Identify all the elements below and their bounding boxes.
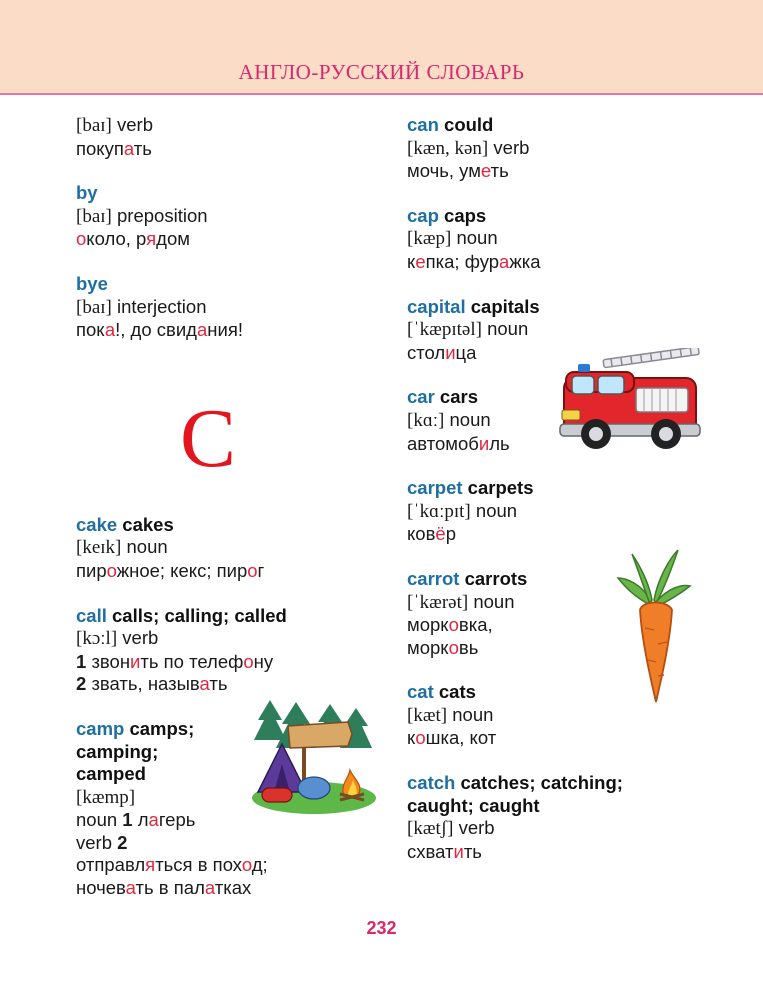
translation-text: вь — [458, 636, 479, 658]
translation-text: ния! — [207, 319, 243, 341]
headword: cake — [76, 513, 118, 535]
transcription-line — [76, 536, 396, 560]
translation-text: звать, назыв — [91, 673, 200, 695]
word-forms: cats — [438, 681, 476, 703]
translation-line — [76, 228, 396, 251]
stressed-vowel: и — [445, 341, 456, 363]
part-of-speech: noun — [444, 408, 491, 430]
stressed-vowel: а — [199, 673, 210, 695]
transcription: [kæp] — [407, 228, 452, 250]
page-title: АНГЛО-РУССКИЙ СЛОВАРЬ — [238, 60, 525, 84]
transcription-line — [407, 227, 727, 251]
translation-text: к — [407, 727, 416, 749]
word-forms-line — [407, 795, 727, 818]
translation-text: ться в пох — [155, 854, 242, 876]
translation-text: г — [257, 559, 265, 581]
translation-text: ков — [407, 523, 436, 545]
transcription: [ˈkɑːpɪt] — [407, 500, 471, 522]
headword-line — [407, 205, 727, 228]
translation-text: отправл — [76, 854, 146, 876]
stressed-vowel: о — [243, 650, 254, 672]
translation-text: дом — [156, 228, 190, 250]
translation-line — [407, 251, 727, 274]
transcription-line — [407, 704, 727, 728]
translation-text: ть — [133, 137, 152, 159]
translation-line — [76, 854, 396, 877]
transcription: [baɪ] — [76, 115, 112, 136]
word-forms: caught; caught — [407, 794, 540, 816]
translation-text: ть — [463, 840, 482, 862]
dictionary-entry — [407, 772, 727, 863]
transcription: [kæn, kən] — [407, 137, 489, 159]
translation-line — [407, 841, 727, 864]
dictionary-entry — [407, 205, 727, 274]
translation-line — [407, 727, 727, 750]
translation-text: шка, кот — [425, 727, 497, 749]
translation-text: ть по телеф — [140, 650, 244, 672]
stressed-vowel: а — [123, 137, 134, 159]
part-of-speech: noun — [451, 227, 498, 249]
word-forms: capitals — [470, 295, 540, 317]
word-forms: camping; — [76, 740, 159, 762]
headword-line — [76, 605, 396, 628]
dictionary-entry — [76, 514, 396, 583]
left-entries-top — [76, 114, 396, 342]
translation-text: пок — [76, 319, 105, 341]
stressed-vowel: а — [499, 250, 510, 272]
stressed-vowel: е — [415, 250, 426, 272]
stressed-vowel: о — [241, 854, 252, 876]
word-forms: carpets — [467, 477, 534, 499]
stressed-vowel: и — [130, 650, 141, 672]
stressed-vowel: о — [448, 636, 459, 658]
transcription-line — [407, 318, 727, 342]
transcription: [kæt] — [407, 704, 448, 726]
part-of-speech: verb — [76, 831, 118, 853]
translation-text: вка, — [458, 614, 493, 636]
translation-line — [76, 319, 396, 342]
stressed-vowel: ё — [435, 523, 446, 545]
part-of-speech: noun — [447, 703, 494, 725]
sense-number: 2 — [117, 831, 128, 853]
translation-text: жное; кекс; пир — [116, 559, 248, 581]
translation-text: морк — [407, 614, 449, 636]
translation-text: пка; фур — [425, 250, 500, 272]
stressed-vowel: а — [204, 877, 215, 899]
stressed-vowel: е — [480, 160, 491, 182]
transcription: [keɪk] — [76, 537, 122, 559]
translation-text: пир — [76, 559, 107, 581]
section-letter — [20, 364, 396, 514]
transcription: [baɪ] — [76, 296, 112, 318]
translation-text: д; — [251, 854, 268, 876]
translation-text: ть — [209, 673, 228, 695]
translation-text: л — [137, 809, 149, 831]
translation-line — [76, 673, 396, 696]
headword-line — [407, 114, 727, 137]
translation-text: покуп — [76, 137, 124, 159]
stressed-vowel: о — [247, 559, 258, 581]
word-forms: camped — [76, 763, 146, 785]
headword-line — [76, 273, 396, 296]
translation-text: ть в пал — [135, 877, 205, 899]
stressed-vowel: о — [415, 727, 426, 749]
transcription-line — [76, 627, 396, 651]
transcription-line — [76, 205, 396, 229]
part-of-speech: noun — [481, 318, 529, 340]
part-of-speech: noun — [121, 536, 168, 558]
sense-number: 1 — [122, 809, 138, 831]
part-of-speech: verb — [488, 136, 530, 158]
stressed-vowel: а — [148, 809, 159, 831]
transcription: [ˈkærət] — [407, 591, 469, 613]
right-entries — [407, 114, 727, 863]
part-of-speech: interjection — [111, 295, 207, 317]
translation-line — [76, 877, 396, 900]
transcription-line — [407, 817, 727, 841]
translation-text: ть — [490, 160, 509, 182]
word-forms: cakes — [122, 513, 174, 535]
stressed-vowel: и — [478, 432, 490, 454]
dictionary-entry — [407, 477, 727, 546]
translation-text: к — [407, 250, 416, 272]
word-forms: calls; calling; called — [112, 604, 287, 626]
translation-line — [76, 138, 396, 161]
stressed-vowel: а — [196, 319, 208, 341]
headword: camp — [76, 717, 125, 739]
carrot-icon — [612, 548, 692, 706]
part-of-speech: noun — [470, 499, 518, 521]
translation-line — [76, 832, 396, 855]
translation-text: р — [445, 523, 457, 545]
translation-text: тках — [214, 877, 252, 899]
headword: carrot — [407, 567, 460, 589]
translation-text: стол — [407, 341, 446, 363]
sense-number: 1 — [76, 650, 92, 672]
headword: can — [407, 114, 439, 135]
transcription: [kæmp] — [76, 786, 136, 808]
fire-truck-icon — [556, 348, 708, 452]
part-of-speech: verb — [111, 114, 154, 135]
headword: call — [76, 604, 107, 626]
headword: by — [76, 182, 98, 204]
headword: cat — [407, 681, 434, 703]
transcription: [kɑː] — [407, 409, 445, 431]
translation-line — [407, 523, 727, 546]
headword-line — [76, 182, 396, 205]
dictionary-entry — [76, 605, 396, 696]
dictionary-entry — [76, 114, 396, 160]
word-forms: caps — [444, 204, 487, 226]
translation-text: автомоб — [407, 432, 479, 454]
translation-text: ль — [489, 432, 510, 454]
translation-text: мочь, ум — [407, 160, 481, 182]
stressed-vowel: и — [453, 840, 464, 862]
translation-line — [407, 160, 727, 183]
word-forms: carrots — [464, 567, 528, 589]
transcription: [baɪ] — [76, 205, 112, 227]
part-of-speech: preposition — [111, 204, 208, 226]
word-forms: could — [444, 114, 494, 135]
stressed-vowel: я — [145, 854, 156, 876]
translation-text: жка — [509, 250, 541, 272]
translation-text: морк — [407, 636, 449, 658]
translation-text: герь — [158, 809, 196, 831]
sense-number: 2 — [76, 673, 92, 695]
part-of-speech: noun — [76, 809, 123, 831]
stressed-vowel: а — [125, 877, 136, 899]
part-of-speech: verb — [453, 817, 495, 839]
stressed-vowel: о — [448, 614, 459, 636]
translation-text: звон — [91, 650, 131, 672]
dictionary-entry — [76, 273, 396, 342]
headword: carpet — [407, 477, 463, 499]
part-of-speech: noun — [468, 590, 515, 612]
stressed-vowel: а — [104, 319, 116, 341]
transcription: [kɔːl] — [76, 628, 118, 650]
translation-line — [76, 560, 396, 583]
translation-text: !, до свид — [115, 319, 197, 341]
headword-line — [407, 296, 727, 319]
camping-scene-icon — [248, 700, 378, 816]
word-forms: catches; catching; — [460, 772, 623, 794]
headword: cap — [407, 204, 439, 226]
headword: catch — [407, 772, 456, 794]
translation-text: ночев — [76, 877, 126, 899]
headword: capital — [407, 295, 466, 317]
section-letter-text: C — [179, 391, 237, 485]
transcription: [ˈkæpɪtəl] — [407, 319, 482, 341]
dictionary-entry — [407, 114, 727, 183]
translation-text: ну — [253, 650, 274, 672]
headword-line — [407, 772, 727, 795]
translation-line — [76, 651, 396, 674]
dictionary-entry — [76, 182, 396, 251]
stressed-vowel: о — [106, 559, 117, 581]
translation-text: ца — [455, 341, 477, 363]
part-of-speech: verb — [117, 627, 159, 649]
translation-text: схват — [407, 840, 454, 862]
transcription-line — [407, 500, 727, 524]
stressed-vowel: я — [146, 228, 157, 250]
headword-line — [407, 477, 727, 500]
word-forms: cars — [439, 386, 478, 408]
headword-line — [76, 514, 396, 537]
page-number: 232 — [366, 918, 397, 938]
headword: bye — [76, 272, 108, 294]
right-column — [407, 114, 727, 885]
stressed-vowel: о — [76, 228, 87, 250]
headword: car — [407, 386, 435, 408]
transcription: [kætʃ] — [407, 818, 454, 840]
transcription-line — [76, 296, 396, 320]
word-forms: camps; — [129, 717, 195, 739]
translation-text: коло, р — [86, 228, 147, 250]
transcription-line — [407, 137, 727, 161]
transcription-line — [76, 114, 396, 138]
page-header — [0, 0, 763, 95]
